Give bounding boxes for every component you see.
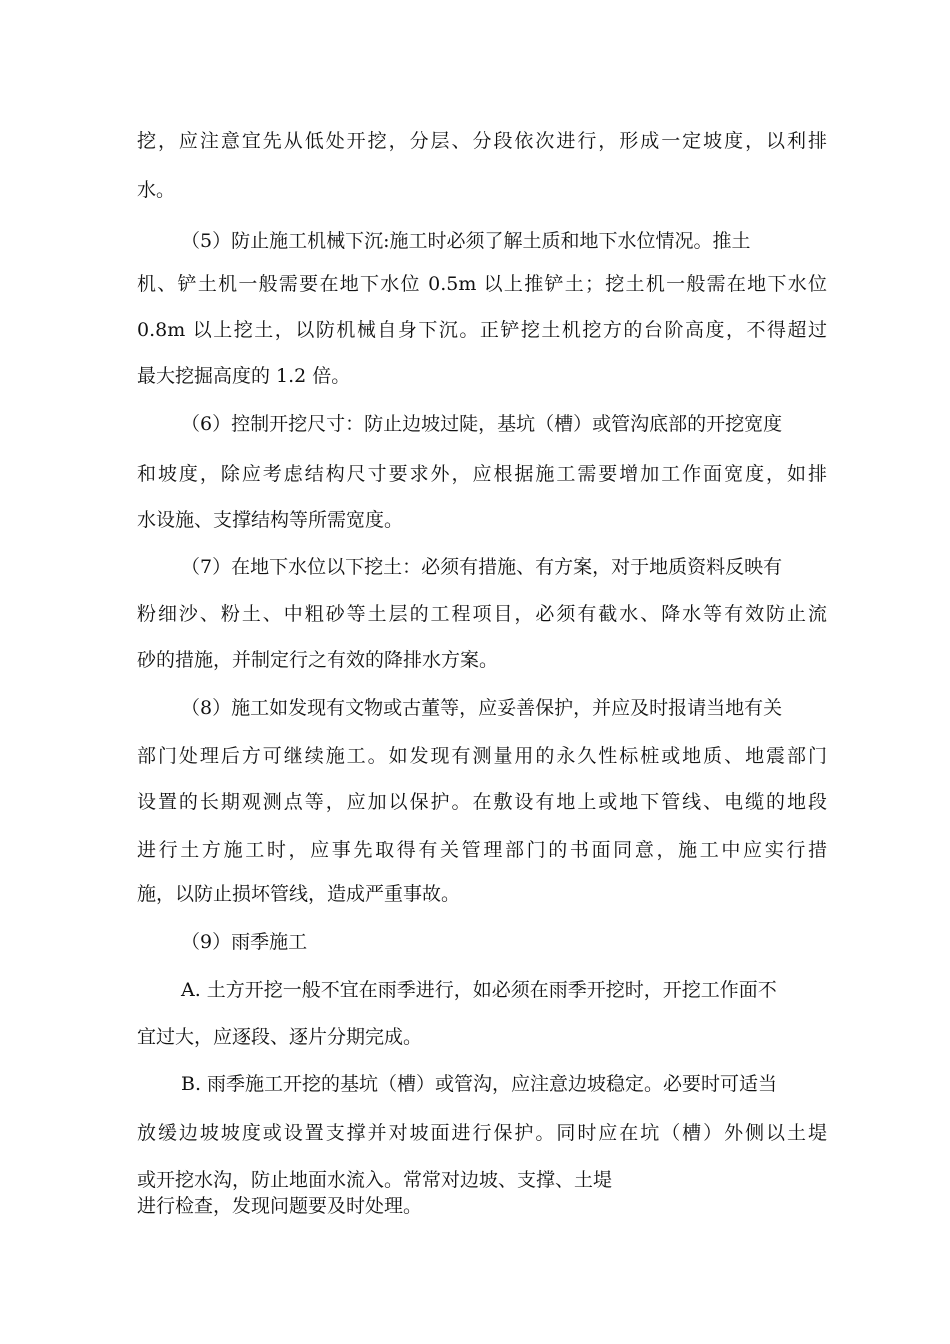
text-line: 宜过大，应逐段、逐片分期完成。 [137,1026,423,1048]
text-line: 挖，应注意宜先从低处开挖，分层、分段依次进行，形成一定坡度，以利排 [137,130,827,152]
text-line: A. 土方开挖一般不宜在雨季进行，如必须在雨季开挖时，开挖工作面不 [181,979,777,1001]
text-line: 或开挖水沟，防止地面水流入。常常对边坡、支撑、土堤 [137,1169,613,1191]
text-line: 部门处理后方可继续施工。如发现有测量用的永久性标桩或地质、地震部门 [137,745,827,767]
text-line: 进行检查，发现问题要及时处理。 [137,1195,423,1217]
text-line: 最大挖掘高度的 1.2 倍。 [137,365,351,387]
text-line: 和坡度，除应考虑结构尺寸要求外，应根据施工需要增加工作面宽度，如排 [137,463,827,485]
text-line: 机、铲土机一般需要在地下水位 0.5m 以上推铲土；挖土机一般需在地下水位 [137,273,827,295]
text-line: B. 雨季施工开挖的基坑（槽）或管沟，应注意边坡稳定。必要时可适当 [181,1073,778,1095]
text-line: 水。 [137,179,176,201]
text-line: （8）施工如发现有文物或古董等，应妥善保护，并应及时报请当地有关 [181,697,783,719]
text-line: （5）防止施工机械下沉:施工时必须了解土质和地下水位情况。推土 [181,230,751,252]
text-line: 砂的措施，并制定行之有效的降排水方案。 [137,649,499,671]
text-line: （7）在地下水位以下挖土：必须有措施、有方案，对于地质资料反映有 [181,556,783,578]
text-line: （6）控制开挖尺寸：防止边坡过陡，基坑（槽）或管沟底部的开挖宽度 [181,413,783,435]
text-line: 设置的长期观测点等，应加以保护。在敷设有地上或地下管线、电缆的地段 [137,791,827,813]
text-line: 进行土方施工时，应事先取得有关管理部门的书面同意，施工中应实行措 [137,839,827,861]
text-line: 放缓边坡坡度或设置支撑并对坡面进行保护。同时应在坑（槽）外侧以土堤 [137,1122,827,1144]
text-line: 0.8m 以上挖土，以防机械自身下沉。正铲挖土机挖方的台阶高度，不得超过 [137,319,827,341]
text-line: 粉细沙、粉土、中粗砂等土层的工程项目，必须有截水、降水等有效防止流 [137,603,827,625]
text-line: 施，以防止损坏管线，造成严重事故。 [137,883,461,905]
text-line: 水设施、支撑结构等所需宽度。 [137,509,404,531]
section-heading: （9）雨季施工 [181,931,308,953]
